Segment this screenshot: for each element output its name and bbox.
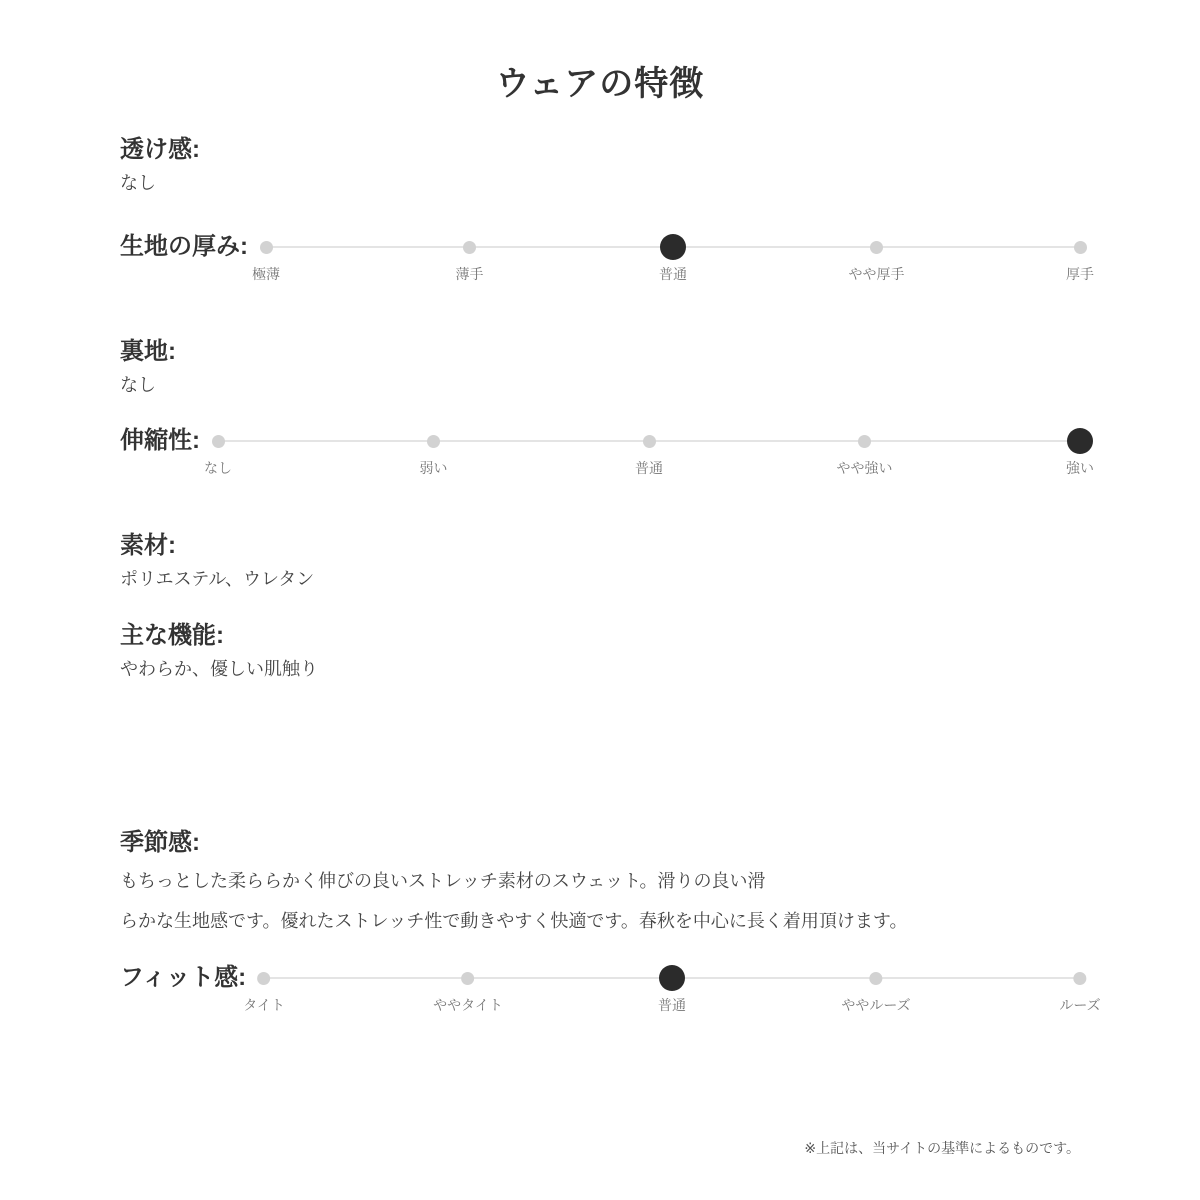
scale-dot-wrap xyxy=(1067,426,1093,456)
scale-tick-label: 薄手 xyxy=(455,266,484,282)
section-fit xyxy=(120,963,1101,1015)
scale-dot-wrap xyxy=(427,426,440,456)
thickness-scale xyxy=(252,232,1094,284)
scale-stop xyxy=(1066,232,1094,284)
stretch-scale xyxy=(204,426,1094,478)
scale-tick-label: 強い xyxy=(1066,460,1094,476)
scale-dot xyxy=(1074,241,1087,254)
scale-dot-wrap xyxy=(660,232,686,262)
scale-dot xyxy=(258,972,271,985)
scale-tick-label: 普通 xyxy=(658,997,687,1013)
scale-dot-selected xyxy=(1067,428,1093,454)
scale-tick-label: 弱い xyxy=(419,460,448,476)
scale-stop xyxy=(420,426,448,478)
fit-scale xyxy=(243,963,1101,1015)
scale-tick-label: やや厚手 xyxy=(848,266,905,282)
season-label: 季節感: xyxy=(120,829,200,856)
scale-dot-wrap xyxy=(858,426,871,456)
scale-dot-selected xyxy=(660,234,686,260)
season-description-line: らかな生地感です。優れたストレッチ性で動きやすく快適です。春秋を中心に長く着用頂けます。 xyxy=(120,911,908,931)
scale-tick-label: 極薄 xyxy=(252,266,280,282)
scale-stop xyxy=(659,232,687,284)
scale-tick-label: なし xyxy=(204,460,232,476)
scale-stop xyxy=(1066,426,1094,478)
scale-dot-wrap xyxy=(463,232,476,262)
section-main-features xyxy=(120,620,1080,682)
scale-dot xyxy=(1074,972,1087,985)
material-label: 素材: xyxy=(120,532,176,559)
scale-dot xyxy=(858,435,871,448)
scale-tick-label: 普通 xyxy=(659,266,687,282)
page-title: ウェアの特徴 xyxy=(495,65,705,103)
scale-stop xyxy=(456,232,484,284)
scale-dot xyxy=(427,435,440,448)
scale-dot-wrap xyxy=(260,232,273,262)
scale-dot-wrap xyxy=(258,963,271,993)
scale-tick-label: ルーズ xyxy=(1059,997,1101,1013)
scale-tick-label: ややタイト xyxy=(433,997,503,1013)
footer-note: ※上記は、当サイトの基準によるものです。 xyxy=(804,1140,1080,1156)
scale-stop xyxy=(841,963,910,1015)
fit-label: フィット感: xyxy=(120,964,247,991)
scale-dot xyxy=(870,241,883,254)
scale-dot-selected xyxy=(659,965,685,991)
scale-dot-wrap xyxy=(659,963,685,993)
season-description-line: もちっとした柔ららかく伸びの良いストレッチ素材のスウェット。滑りの良い滑 xyxy=(120,871,766,891)
scale-dot xyxy=(463,241,476,254)
scale-dot xyxy=(212,435,225,448)
material-value: ポリエステル、ウレタン xyxy=(120,569,315,589)
lining-label: 裏地: xyxy=(120,338,176,365)
scale-stop xyxy=(1059,963,1100,1015)
sheerness-label: 透け感: xyxy=(120,136,200,163)
scale-dot xyxy=(260,241,273,254)
scale-dot-wrap xyxy=(462,963,475,993)
scale-dot xyxy=(870,972,883,985)
main-features-value: やわらか、優しい肌触り xyxy=(120,659,318,679)
scale-tick-label: 厚手 xyxy=(1066,266,1094,282)
scale-stop xyxy=(433,963,503,1015)
scale-stop xyxy=(849,232,905,284)
scale-tick-label: タイト xyxy=(243,997,285,1013)
section-lining xyxy=(120,336,1080,398)
season-description xyxy=(120,861,1080,941)
scale-tick-label: ややルーズ xyxy=(841,997,911,1013)
scale-stop xyxy=(252,232,280,284)
lining-value: なし xyxy=(120,375,156,395)
scale-dot-wrap xyxy=(870,963,883,993)
scale-stop xyxy=(243,963,285,1015)
scale-stop xyxy=(658,963,686,1015)
scale-dot-wrap xyxy=(1074,963,1087,993)
scale-dot-wrap xyxy=(643,426,656,456)
scale-tick-label: 普通 xyxy=(635,460,663,476)
thickness-label: 生地の厚み: xyxy=(120,233,248,260)
sheerness-value: なし xyxy=(120,173,156,193)
scale-stop xyxy=(204,426,232,478)
scale-dot xyxy=(462,972,475,985)
scale-dot xyxy=(643,435,656,448)
section-thickness xyxy=(120,232,1094,284)
scale-stop xyxy=(635,426,663,478)
section-sheerness xyxy=(120,134,1080,196)
scale-tick-label: やや強い xyxy=(836,460,893,476)
stretch-label: 伸縮性: xyxy=(120,427,200,454)
scale-dot-wrap xyxy=(212,426,225,456)
section-material xyxy=(120,530,1080,592)
main-features-label: 主な機能: xyxy=(120,622,224,649)
section-stretch xyxy=(120,426,1094,478)
scale-stop xyxy=(837,426,893,478)
scale-dot-wrap xyxy=(870,232,883,262)
section-season xyxy=(120,827,1080,941)
scale-dot-wrap xyxy=(1074,232,1087,262)
